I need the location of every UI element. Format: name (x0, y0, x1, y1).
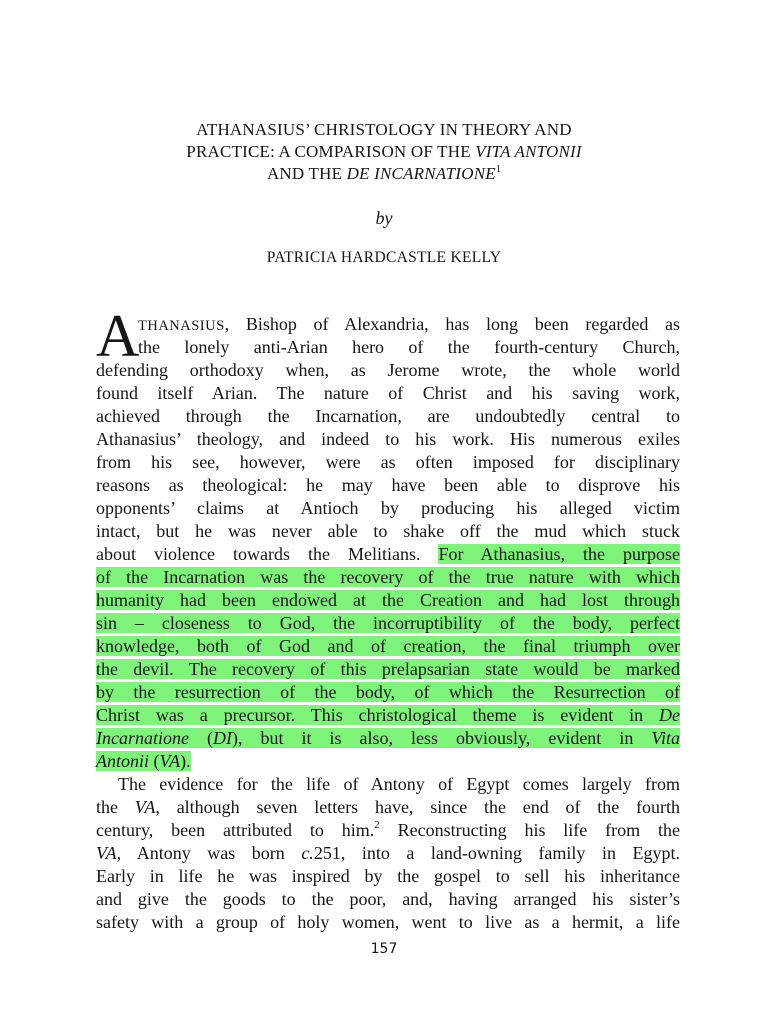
text-line: safety with a group of holy women, went to live as a hermit, a life (96, 912, 680, 932)
text-line (96, 704, 680, 727)
text-line: Athanasius’ theology, and indeed to his work. His numerous exiles (96, 429, 680, 449)
highlighted-text: sin – closeness to God, the incorruptibility of the body, perfect (96, 613, 680, 633)
article-title (60, 119, 708, 185)
highlighted-text: For Athanasius, the purpose (438, 544, 680, 564)
title-italic-vita-antonii: VITA ANTONII (475, 142, 582, 161)
body-text (96, 313, 680, 934)
text-line: reasons as theological: he may have been able to disprove his (96, 475, 680, 495)
text-line (96, 635, 680, 658)
author-name: PATRICIA HARDCASTLE KELLY (266, 249, 502, 266)
text-line (96, 727, 680, 750)
text-line (96, 658, 680, 681)
text-line (96, 566, 680, 589)
title-italic-de-incarnatione: DE INCARNATIONE (346, 164, 496, 183)
text-line: Early in life he was inspired by the gospel to sell his inheritance (96, 866, 680, 886)
highlighted-text: by the resurrection of the body, of which the Resurrection of (96, 682, 680, 702)
footnote-marker: 2 (374, 819, 380, 831)
byline: by (375, 208, 393, 228)
text-line (96, 681, 680, 704)
text-line: intact, but he was never able to shake off the mud which stuck (96, 521, 680, 541)
text-line: from his see, however, were as often imposed for disciplinary (96, 452, 680, 472)
text-line: VA, Antony was born c.251, into a land-owning family in Egypt. (96, 843, 680, 863)
text-line: defending orthodoxy when, as Jerome wrote, the whole world (96, 360, 680, 380)
highlighted-text: the devil. (96, 659, 174, 679)
text-line: THANASIUS, Bishop of Alexandria, has long been regarded as (138, 314, 680, 334)
highlighted-text: Incarnatione (DI), but it is also, less obviously, evident in Vita (96, 728, 680, 748)
highlighted-text: Antonii (VA). (96, 751, 191, 771)
drop-cap: A (96, 303, 140, 369)
page-number: 157 (370, 941, 398, 957)
highlighted-text: The recovery of this prelapsarian state would be marked (173, 659, 680, 679)
text-line: century, been attributed to him.$^2$ Reconstructing his life from the (96, 819, 681, 840)
title-line-3: AND THE DE INCARNATIONE$^1$ (266, 164, 502, 183)
text-line: opponents’ claims at Antioch by producing his alleged victim (96, 498, 680, 518)
text-line (96, 612, 680, 635)
text-line: found itself Arian. The nature of Christ and his saving work, (96, 383, 680, 403)
title-line-2: PRACTICE: A COMPARISON OF THE VITA ANTONII (186, 142, 582, 161)
highlighted-text: humanity had been endowed at the Creation and had lost through (96, 590, 680, 610)
footnote-marker: 1 (495, 164, 502, 175)
text-line (96, 750, 680, 773)
text-line: the VA, although seven letters have, since the end of the fourth (96, 797, 680, 817)
text-line: the lonely anti-Arian hero of the fourth-century Church, (138, 337, 680, 357)
highlighted-text: knowledge, both of God and of creation, the final triumph over (96, 636, 680, 656)
text-line (96, 589, 680, 612)
highlighted-text: of the Incarnation was the recovery of the true nature with which (96, 567, 680, 587)
highlighted-text: Christ was a precursor. This christological theme is evident in De (96, 705, 680, 725)
text-line: achieved through the Incarnation, are undoubtedly central to (96, 406, 680, 426)
text-line: and give the goods to the poor, and, having arranged his sister’s (96, 889, 680, 909)
title-line-1: ATHANASIUS’ CHRISTOLOGY IN THEORY AND (196, 120, 572, 139)
text-line: The evidence for the life of Antony of Egypt comes largely from (118, 774, 680, 794)
text-line: about violence towards the Melitians. For Athanasius, the purpose (96, 544, 680, 564)
